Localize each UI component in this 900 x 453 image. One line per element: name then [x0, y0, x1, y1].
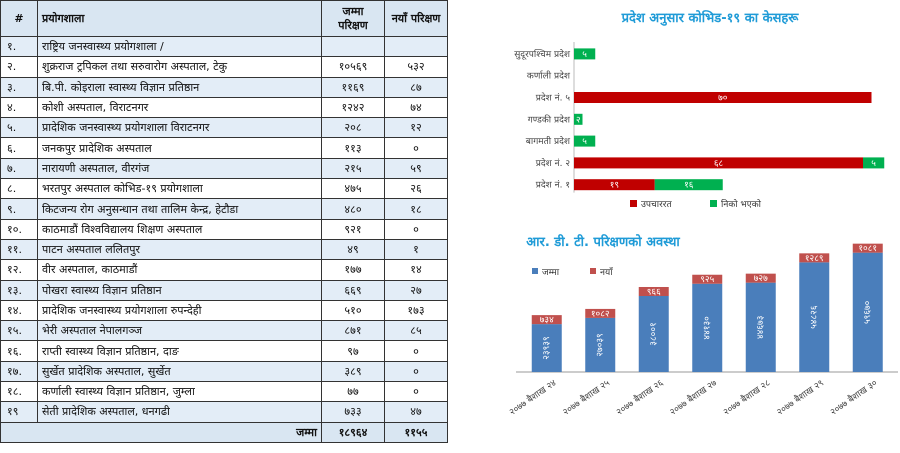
cell-index: १७. — [1, 361, 38, 381]
footer-total: १८९६४ — [322, 422, 385, 442]
province-bar-label: १९ — [609, 180, 620, 191]
cell-index: २. — [1, 57, 38, 77]
table-row — [1, 77, 448, 97]
cell-total: ९२१ — [322, 219, 385, 239]
cell-total: ८७१ — [322, 321, 385, 341]
cell-lab: काठमाडौं विश्वविद्यालय शिक्षण अस्पताल — [38, 219, 322, 239]
rdt-category-label: २०७७ बैशाख २४ — [507, 378, 559, 418]
cell-lab: शुक्रराज ट्रपिकल तथा सरुवारोग अस्पताल, टेकु — [38, 57, 322, 77]
cell-lab: राप्ती स्वास्थ्य विज्ञान प्रतिष्ठान, दाङ — [38, 341, 322, 361]
table-row — [1, 280, 448, 300]
table-body — [1, 37, 448, 423]
province-bar-label: १६ — [684, 180, 694, 191]
province-category-label: सुदूरपश्चिम प्रदेश — [514, 49, 570, 60]
cell-new: ४७ — [385, 402, 448, 422]
rdt-new-label: ९६६ — [646, 287, 661, 298]
cell-total: ५१० — [322, 300, 385, 320]
cell-index: १४. — [1, 300, 38, 320]
table-row — [1, 219, 448, 239]
cell-new: ० — [385, 341, 448, 361]
cell-lab: बि.पी. कोइराला स्वास्थ्य विज्ञान प्रतिष्ठान — [38, 77, 322, 97]
cell-index: १६. — [1, 341, 38, 361]
cell-total: १७७ — [322, 260, 385, 280]
cell-new: ५९ — [385, 158, 448, 178]
cell-new: १४ — [385, 260, 448, 280]
table-row — [1, 179, 448, 199]
header-index: # — [1, 1, 38, 37]
rdt-category-label: २०७७ बैशाख ३० — [828, 378, 880, 418]
rdt-category-label: २०७७ बैशाख २९ — [775, 378, 826, 418]
legend-swatch-active — [630, 200, 637, 207]
cell-total: ७३३ — [322, 402, 385, 422]
cell-index: ११. — [1, 239, 38, 259]
cell-total: १०५६९ — [322, 57, 385, 77]
cell-lab: किटजन्य रोग अनुसन्धान तथा तालिम केन्द्र, हेटौडा — [38, 199, 322, 219]
cell-total — [322, 37, 385, 57]
province-chart-legend — [630, 198, 762, 210]
cell-new: २६ — [385, 179, 448, 199]
cell-lab: कोशी अस्पताल, विराटनगर — [38, 97, 322, 117]
rdt-total-label: ३८००१ — [649, 322, 660, 346]
cell-total: ११६९ — [322, 77, 385, 97]
province-bar-label: ५ — [582, 49, 587, 60]
cell-new: ८५ — [385, 321, 448, 341]
lab-test-table — [0, 0, 448, 443]
cell-total: ४९ — [322, 239, 385, 259]
cell-lab: नारायणी अस्पताल, वीरगंज — [38, 158, 322, 178]
province-cases-chart — [478, 0, 898, 222]
province-bar-label: ७० — [718, 93, 728, 104]
cell-lab: प्रादेशिक जनस्वास्थ्य प्रयोगशाला विराटनगर — [38, 118, 322, 138]
header-new — [385, 1, 448, 37]
header-total-label: जम्मा परिक्षण — [338, 4, 368, 32]
cell-index: ६. — [1, 138, 38, 158]
cell-lab: सुर्खेत प्रादेशिक अस्पताल, सुर्खेत — [38, 361, 322, 381]
rdt-total-label: ५९६७० — [863, 300, 874, 325]
cell-index: १. — [1, 37, 38, 57]
footer-label: जम्मा — [1, 422, 322, 442]
rdt-chart-plot — [507, 244, 898, 418]
cell-new: ० — [385, 361, 448, 381]
table-row — [1, 321, 448, 341]
cell-total: ९७ — [322, 341, 385, 361]
rdt-test-chart — [478, 230, 898, 453]
rdt-legend-label-new: नयाँ — [600, 268, 613, 278]
header-total — [322, 1, 385, 37]
province-chart-plot — [514, 42, 884, 193]
cell-total: ४८० — [322, 199, 385, 219]
rdt-new-label: ७३४ — [539, 315, 554, 326]
rdt-total-label: ४४६७३ — [756, 315, 767, 340]
rdt-category-label: २०७७ बैशाख २७ — [668, 378, 719, 418]
cell-total: ६६९ — [322, 280, 385, 300]
table-row — [1, 239, 448, 259]
province-category-label: गण्डकी प्रदेश — [527, 115, 570, 126]
header-lab: प्रयोगशाला — [38, 1, 322, 37]
cell-lab: प्रादेशिक जनस्वास्थ्य प्रयोगशाला रुपन्देही — [38, 300, 322, 320]
rdt-new-label: ९२५ — [700, 275, 715, 286]
table-header-row — [1, 1, 448, 37]
cell-new — [385, 37, 448, 57]
rdt-new-label: १०८२ — [590, 309, 610, 320]
legend-label-recovered: निको भएको — [721, 200, 761, 210]
cell-new: ० — [385, 138, 448, 158]
rdt-legend-swatch-new — [590, 268, 596, 274]
rdt-legend-swatch-total — [532, 268, 538, 274]
cell-index: १२. — [1, 260, 38, 280]
table-row — [1, 37, 448, 57]
cell-new: १७३ — [385, 300, 448, 320]
rdt-category-label: २०७७ बैशाख २५ — [561, 378, 612, 418]
cell-total: ७७ — [322, 382, 385, 402]
rdt-category-label: २०७७ बैशाख २८ — [721, 378, 773, 418]
table-row — [1, 97, 448, 117]
cell-index: १९ — [1, 402, 38, 422]
rdt-total-label: २७०३९ — [595, 333, 606, 357]
table-row — [1, 57, 448, 77]
cell-total: २१५ — [322, 158, 385, 178]
rdt-new-label: १२८९ — [804, 253, 824, 264]
rdt-new-label: ७२७ — [753, 274, 768, 285]
cell-lab: कर्णाली स्वास्थ्य विज्ञान प्रतिष्ठान, जुम्ला — [38, 382, 322, 402]
table-row — [1, 402, 448, 422]
cell-total: ४७५ — [322, 179, 385, 199]
cell-lab: सेती प्रादेशिक अस्पताल, धनगढी — [38, 402, 322, 422]
cell-new: ० — [385, 382, 448, 402]
province-category-label: प्रदेश नं. २ — [535, 158, 570, 169]
cell-new: ७४ — [385, 97, 448, 117]
cell-index: १५. — [1, 321, 38, 341]
cell-index: १३. — [1, 280, 38, 300]
table-row — [1, 382, 448, 402]
province-bar-label: २ — [575, 115, 581, 126]
cell-new: ० — [385, 219, 448, 239]
rdt-new-label: १०८१ — [858, 244, 878, 255]
cell-index: ५. — [1, 118, 38, 138]
province-bar-label: ५ — [871, 158, 876, 169]
rdt-legend-label-total: जम्मा — [542, 268, 560, 278]
cell-lab: पाटन अस्पताल ललितपुर — [38, 239, 322, 259]
cell-total: १२४२ — [322, 97, 385, 117]
cell-index: ४. — [1, 97, 38, 117]
table-row — [1, 361, 448, 381]
header-new-label: नयाँ परिक्षण — [391, 11, 441, 25]
table-row — [1, 300, 448, 320]
province-category-label: प्रदेश नं. ५ — [535, 93, 570, 104]
footer-new: ११५५ — [385, 422, 448, 442]
cell-index: ३. — [1, 77, 38, 97]
cell-new: ५३२ — [385, 57, 448, 77]
cell-index: ७. — [1, 158, 38, 178]
table-row — [1, 341, 448, 361]
rdt-category-label: २०७७ बैशाख २६ — [614, 378, 666, 418]
table-footer-row — [1, 422, 448, 442]
cell-new: १ — [385, 239, 448, 259]
cell-new: २७ — [385, 280, 448, 300]
cell-index: १०. — [1, 219, 38, 239]
province-bar-label: ६८ — [713, 158, 724, 169]
cell-total: ११३ — [322, 138, 385, 158]
cell-index: ९. — [1, 199, 38, 219]
cell-lab: भेरी अस्पताल नेपालगञ्ज — [38, 321, 322, 341]
table-row — [1, 199, 448, 219]
province-bar-label: ५ — [582, 137, 587, 148]
rdt-chart-title: आर. डी. टी. परिक्षणको अवस्था — [526, 235, 680, 250]
cell-total: २०८ — [322, 118, 385, 138]
province-category-label: कर्णाली प्रदेश — [526, 71, 570, 82]
cell-total: ३८९ — [322, 361, 385, 381]
rdt-total-label: २३९३९ — [542, 336, 553, 360]
table-row — [1, 158, 448, 178]
rdt-total-label: ५४८२६ — [809, 305, 820, 329]
cell-index: ८. — [1, 179, 38, 199]
cell-lab: वीर अस्पताल, काठमाडौं — [38, 260, 322, 280]
cell-lab: भरतपुर अस्पताल कोभिड-१९ प्रयोगशाला — [38, 179, 322, 199]
legend-label-active: उपचाररत — [641, 200, 672, 210]
cell-new: १२ — [385, 118, 448, 138]
table-row — [1, 260, 448, 280]
cell-new: ८७ — [385, 77, 448, 97]
province-category-label: प्रदेश नं. १ — [535, 180, 570, 191]
legend-swatch-recovered — [710, 200, 717, 207]
cell-lab: जनकपुर प्रादेशिक अस्पताल — [38, 138, 322, 158]
rdt-chart-legend — [532, 266, 614, 278]
rdt-total-label: ४४१३० — [702, 316, 713, 340]
province-chart-title: प्रदेश अनुसार कोभिड-१९ का केसहरू — [621, 11, 799, 26]
province-category-label: बागमती प्रदेश — [525, 137, 570, 148]
table-row — [1, 118, 448, 138]
table-row — [1, 138, 448, 158]
cell-index: १८. — [1, 382, 38, 402]
cell-lab: पोखरा स्वास्थ्य विज्ञान प्रतिष्ठान — [38, 280, 322, 300]
cell-new: १८ — [385, 199, 448, 219]
cell-lab: राष्ट्रिय जनस्वास्थ्य प्रयोगशाला / — [38, 37, 322, 57]
